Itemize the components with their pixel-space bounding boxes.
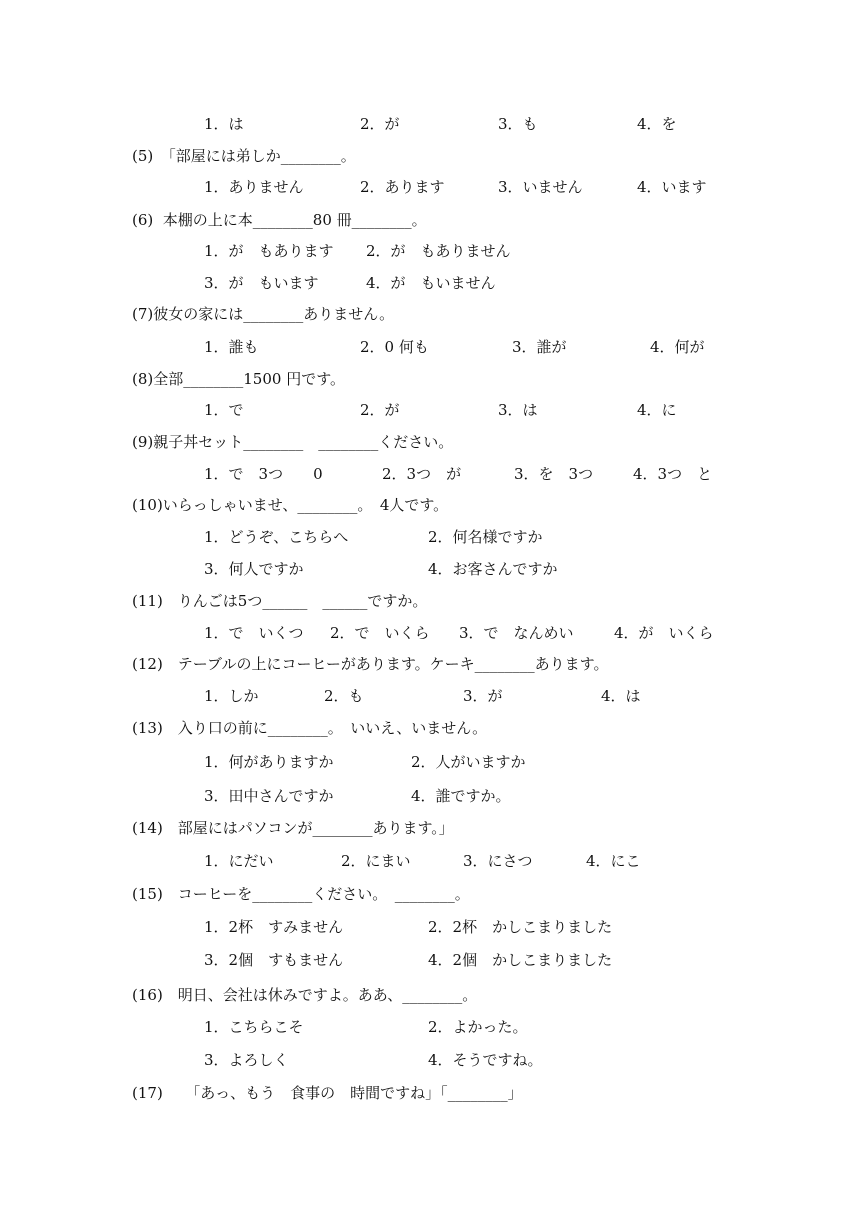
option: 1．どうぞ、こちらへ (204, 528, 349, 546)
question-6: (6) 本棚の上に本________80 冊________。 (132, 211, 427, 229)
question-9: (9)親子丼セット________ ________ください。 (132, 433, 454, 451)
option: 4．2個 かしこまりました (428, 951, 613, 969)
option: 4．にこ (586, 852, 641, 870)
option: 2．あります (360, 178, 445, 196)
question-13: (13) 入り口の前に________。 いいえ、いません。 (132, 719, 488, 737)
question-11: (11) りんごは5つ______ ______ですか。 (132, 592, 428, 610)
option: 4．お客さんですか (428, 560, 558, 578)
option: 3．で なんめい (459, 624, 574, 642)
option: 3．2個 すもません (204, 951, 344, 969)
option: 2．人がいますか (411, 753, 526, 771)
option: 3．田中さんですか (204, 787, 334, 805)
option: 4．は (601, 687, 641, 705)
option: 4．を (637, 115, 677, 133)
option: 2．が (360, 115, 400, 133)
option: 2．が (360, 401, 400, 419)
option: 1．で (204, 401, 244, 419)
option: 1．しか (204, 687, 259, 705)
question-12: (12) テーブルの上にコーヒーがあります。ケーキ________あります。 (132, 655, 609, 673)
option: 4．に (637, 401, 677, 419)
option: 1．2杯 すみません (204, 918, 344, 936)
option: 1．で いくつ (204, 624, 304, 642)
option: 3．が もいます (204, 274, 319, 292)
option: 4．3つ と (633, 465, 713, 483)
option: 3．誰が (512, 338, 567, 356)
option: 2．3つ が (382, 465, 462, 483)
question-16: (16) 明日、会社は休みですよ。ああ、________。 (132, 986, 478, 1004)
option: 2．にまい (341, 852, 411, 870)
option: 3．が (463, 687, 503, 705)
option: 4．が いくら (614, 624, 714, 642)
option: 3．何人ですか (204, 560, 304, 578)
option: 3．いません (498, 178, 583, 196)
option: 2．何名様ですか (428, 528, 543, 546)
option: 3．よろしく (204, 1051, 289, 1069)
option: 3．にさつ (463, 852, 533, 870)
option: 1．こちらこそ (204, 1018, 304, 1036)
option: 4．誰ですか。 (411, 787, 511, 805)
option: 1．誰も (204, 338, 259, 356)
question-7: (7)彼女の家には________ありません。 (132, 305, 395, 323)
option: 1．は (204, 115, 244, 133)
option: 4．が もいません (366, 274, 496, 292)
option: 2．も (324, 687, 364, 705)
option: 1．何がありますか (204, 753, 334, 771)
option: 2．よかった。 (428, 1018, 528, 1036)
option: 2．で いくら (330, 624, 430, 642)
option: 4．そうですね。 (428, 1051, 543, 1069)
option: 3．を 3つ (514, 465, 594, 483)
option: 4．います (637, 178, 707, 196)
question-14: (14) 部屋にはパソコンが________あります。」 (132, 819, 454, 837)
question-15: (15) コーヒーを________ください。 ________。 (132, 885, 470, 903)
option: 1．にだい (204, 852, 274, 870)
question-8: (8)全部________1500 円です。 (132, 370, 345, 388)
option: 1．ありません (204, 178, 304, 196)
option: 2．2杯 かしこまりました (428, 918, 613, 936)
option: 2．が もありません (366, 242, 511, 260)
option: 2．0 何も (360, 338, 429, 356)
option: 3．は (498, 401, 538, 419)
option: 3．も (498, 115, 538, 133)
option: 1．が もあります (204, 242, 334, 260)
question-5: (5) 「部屋には弟しか________。 (132, 147, 356, 165)
question-10: (10)いらっしゃいませ、________。 4人です。 (132, 496, 449, 514)
option: 4．何が (650, 338, 705, 356)
option: 1．で 3つ 0 (204, 465, 323, 483)
question-17: (17) 「あっ、もう 食事の 時間ですね」「________」 (132, 1084, 523, 1102)
